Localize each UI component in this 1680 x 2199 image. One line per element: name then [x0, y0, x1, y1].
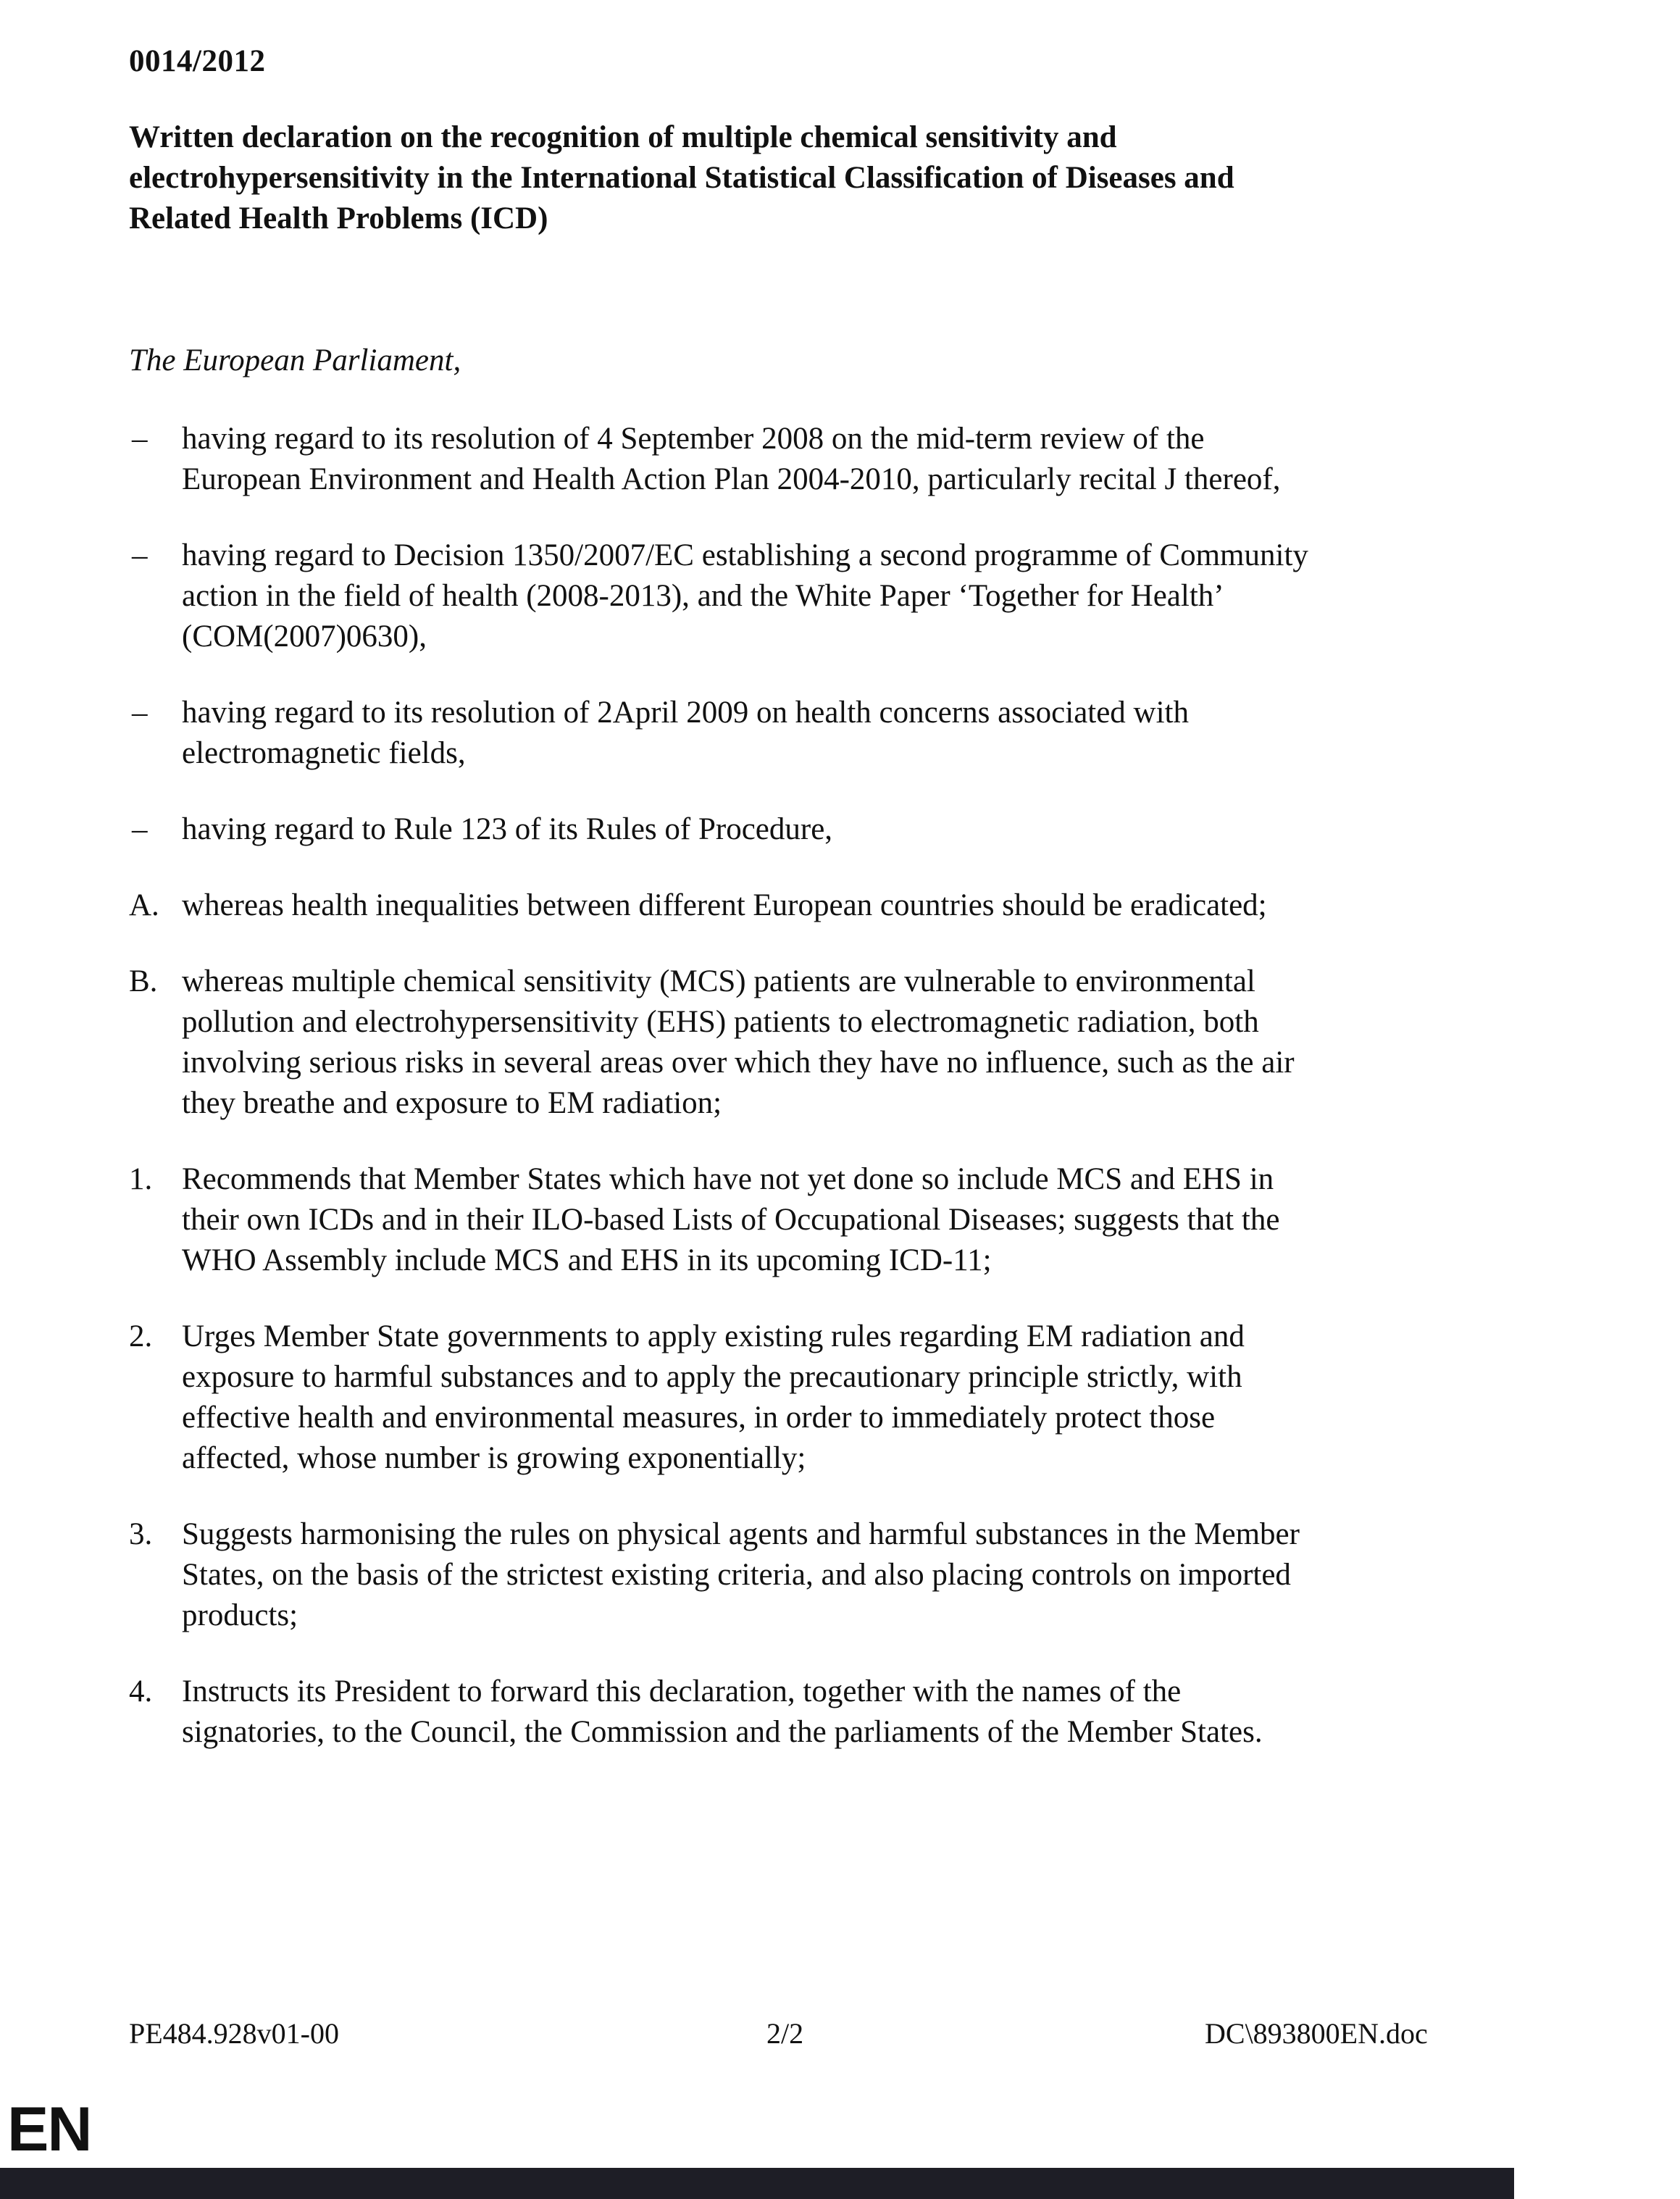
paragraph-line: States, on the basis of the strictest existing criteria, and also placing controls on imported: [182, 1558, 1291, 1592]
title-line: electrohypersensitivity in the International Statistical Classification of Diseases and: [129, 161, 1234, 195]
citation-line: having regard to Rule 123 of its Rules of Procedure,: [182, 812, 833, 846]
footer-filename: DC\893800EN.doc: [1205, 2017, 1428, 2050]
paragraph-item: [129, 1672, 1505, 1753]
citation-item: [129, 535, 1505, 657]
paragraph-line: Recommends that Member States which have not yet done so include MCS and EHS in: [182, 1162, 1274, 1196]
paragraph-line: Urges Member State governments to apply existing rules regarding EM radiation and: [182, 1319, 1245, 1353]
citation-line: action in the field of health (2008-2013), and the White Paper ‘Together for Health’: [182, 579, 1224, 613]
paragraph-line: signatories, to the Council, the Commission and the parliaments of the Member States.: [182, 1715, 1263, 1749]
footer-reference: PE484.928v01-00: [129, 2017, 339, 2050]
citation-dash: –: [132, 422, 148, 456]
recital-line: pollution and electrohypersensitivity (EHS) patients to electromagnetic radiation, both: [182, 1005, 1259, 1039]
paragraph-line: their own ICDs and in their ILO-based Lists of Occupational Diseases; suggests that the: [182, 1203, 1280, 1237]
paragraph-line: effective health and environmental measures, in order to immediately protect those: [182, 1401, 1216, 1435]
paragraph-line: WHO Assembly include MCS and EHS in its upcoming ICD-11;: [182, 1243, 992, 1277]
paragraph-line: Suggests harmonising the rules on physical agents and harmful substances in the Member: [182, 1517, 1300, 1551]
footer-page-number: 2/2: [766, 2017, 804, 2050]
recital-line: whereas multiple chemical sensitivity (MCS) patients are vulnerable to environmental: [182, 964, 1255, 998]
citation-line: having regard to its resolution of 4 September 2008 on the mid-term review of the: [182, 422, 1205, 456]
recital-line: involving serious risks in several areas over which they have no influence, such as the air: [182, 1046, 1295, 1080]
citation-dash: –: [132, 696, 148, 730]
citation-item: [129, 809, 1505, 850]
paragraph-line: products;: [182, 1598, 298, 1632]
title-line: Related Health Problems (ICD): [129, 201, 548, 235]
recital-line: whereas health inequalities between different European countries should be eradicated;: [182, 888, 1267, 922]
recital-line: they breathe and exposure to EM radiation;: [182, 1086, 722, 1120]
declaration-body: [129, 419, 1505, 1788]
citation-line: having regard to its resolution of 2April 2009 on health concerns associated with: [182, 696, 1190, 730]
paragraph-number: 4.: [129, 1674, 153, 1708]
citation-item: [129, 693, 1505, 774]
recital-item: [129, 961, 1505, 1124]
title-line: Written declaration on the recognition of multiple chemical sensitivity and: [129, 120, 1117, 154]
preamble: The European Parliament,: [129, 343, 461, 377]
citation-line: European Environment and Health Action Plan 2004-2010, particularly recital J thereof,: [182, 462, 1281, 496]
paragraph-item: [129, 1159, 1505, 1281]
citation-dash: –: [132, 812, 148, 846]
paragraph-number: 3.: [129, 1517, 153, 1551]
recital-marker: B.: [129, 964, 158, 998]
citation-line: electromagnetic fields,: [182, 736, 466, 770]
recital-marker: A.: [129, 888, 159, 922]
paragraph-number: 1.: [129, 1162, 153, 1196]
citation-item: [129, 419, 1505, 500]
paragraph-item: [129, 1317, 1505, 1479]
language-tag: EN: [7, 2095, 91, 2164]
paragraph-line: exposure to harmful substances and to apply the precautionary principle strictly, with: [182, 1360, 1242, 1394]
citation-line: (COM(2007)0630),: [182, 619, 427, 654]
paragraph-line: affected, whose number is growing exponentially;: [182, 1441, 806, 1475]
recital-item: [129, 885, 1505, 926]
citation-line: having regard to Decision 1350/2007/EC establishing a second programme of Community: [182, 538, 1308, 572]
footer-bar: [0, 2168, 1514, 2199]
citation-dash: –: [132, 538, 148, 572]
paragraph-line: Instructs its President to forward this declaration, together with the names of the: [182, 1674, 1182, 1708]
document-title: [129, 117, 1505, 239]
document-number: 0014/2012: [129, 44, 266, 78]
paragraph-number: 2.: [129, 1319, 153, 1353]
paragraph-item: [129, 1514, 1505, 1636]
